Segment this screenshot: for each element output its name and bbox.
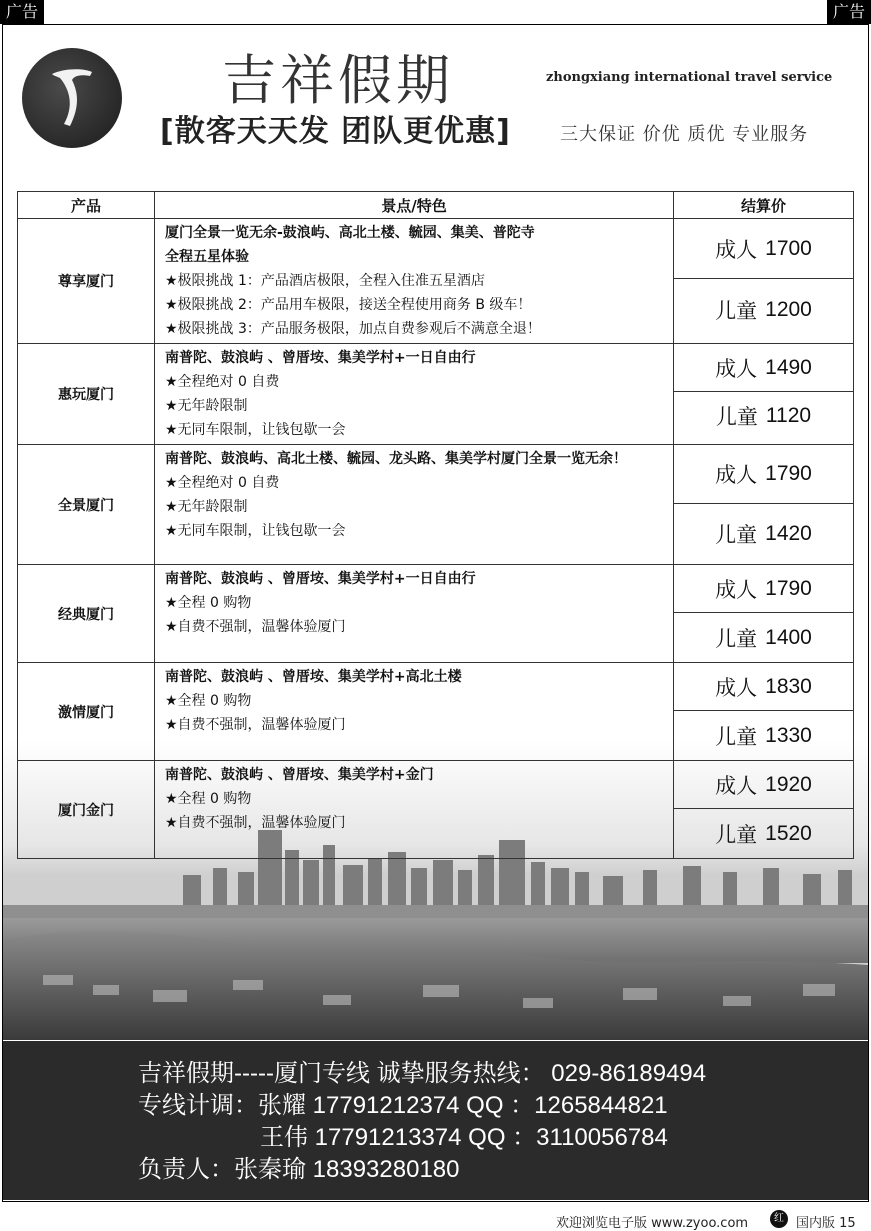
page-number: 国内版 15 <box>796 1216 856 1231</box>
price-cell <box>674 219 854 344</box>
price-cell <box>674 565 854 663</box>
adult-price-label: 成人 <box>715 463 758 487</box>
child-price-label: 儿童 <box>715 523 758 547</box>
product-name: 厦门金门 <box>18 761 155 859</box>
feature-title: 全程五星体验 <box>165 249 249 265</box>
contact-line-2: 王伟 17791213374 QQ ：3110056784 <box>260 1124 668 1151</box>
adult-price-value: 1790 <box>765 462 812 485</box>
feature-item: ★极限挑战 3：产品服务极限，加点自费参观后不满意全退！ <box>165 321 541 337</box>
header-price: 结算价 <box>674 192 854 219</box>
brand-slogan: [散客天天发 团队更优惠] <box>160 114 511 149</box>
product-features <box>155 663 674 761</box>
brand-logo-icon <box>50 66 94 130</box>
feature-item: ★无年龄限制 <box>165 499 248 515</box>
child-price-value: 1120 <box>765 404 812 427</box>
adult-price-label: 成人 <box>715 356 758 381</box>
feature-item: ★自费不强制，温馨体验厦门 <box>165 717 346 733</box>
feature-title: 南普陀、鼓浪屿 、曾厝垵、集美学村+一日自由行 <box>165 571 476 587</box>
adult-price <box>674 761 853 809</box>
feature-title: 厦门全景一览无余-鼓浪屿、高北土楼、毓园、集美、普陀寺 <box>165 225 535 241</box>
feature-item: ★自费不强制，温馨体验厦门 <box>165 619 346 635</box>
table-row <box>18 663 854 761</box>
bottom-bar <box>0 1202 871 1230</box>
child-price <box>674 711 853 760</box>
product-name: 惠玩厦门 <box>18 344 155 445</box>
adult-price <box>674 565 853 613</box>
price-cell <box>674 445 854 565</box>
child-price-label: 儿童 <box>715 626 758 651</box>
feature-item: ★自费不强制，温馨体验厦门 <box>165 815 346 831</box>
ad-label-right: 广告 <box>827 0 871 24</box>
feature-item: ★全程 0 购物 <box>165 791 252 807</box>
feature-title: 南普陀、鼓浪屿 、曾厝垵、集美学村+高北土楼 <box>165 669 462 685</box>
brand-logo <box>22 48 122 148</box>
feature-title: 南普陀、鼓浪屿 、曾厝垵、集美学村+金门 <box>165 767 434 783</box>
child-price-value: 1200 <box>765 297 812 321</box>
ad-label-left: 广告 <box>0 0 44 24</box>
adult-price-value: 1830 <box>765 674 812 698</box>
brand-name: 吉祥假期 <box>222 49 454 112</box>
price-cell <box>674 344 854 445</box>
feature-item: ★无同车限制，让钱包歇一会 <box>165 422 346 438</box>
feature-item: ★全程 0 购物 <box>165 595 252 611</box>
adult-price-value: 1700 <box>765 236 812 260</box>
table-row <box>18 344 854 445</box>
contact-footer <box>3 1041 868 1200</box>
product-name: 激情厦门 <box>18 663 155 761</box>
table-row <box>18 565 854 663</box>
child-price <box>674 279 853 340</box>
price-cell <box>674 761 854 859</box>
product-name: 全景厦门 <box>18 445 155 565</box>
feature-item: ★无同车限制，让钱包歇一会 <box>165 523 346 539</box>
child-price-value: 1520 <box>765 821 812 845</box>
child-price-value: 1420 <box>765 522 812 545</box>
edition-badge: 红 <box>770 1210 788 1228</box>
adult-price-value: 1920 <box>765 772 812 796</box>
adult-price-value: 1790 <box>765 576 812 600</box>
table-header-row <box>18 192 854 219</box>
header-features: 景点/特色 <box>155 192 674 219</box>
adult-price <box>674 219 853 279</box>
table-row <box>18 761 854 859</box>
product-features <box>155 219 674 344</box>
adult-price-label: 成人 <box>715 773 758 798</box>
feature-item: ★极限挑战 1：产品酒店极限，全程入住准五星酒店 <box>165 273 485 289</box>
product-name: 经典厦门 <box>18 565 155 663</box>
price-cell <box>674 663 854 761</box>
table-row <box>18 445 854 565</box>
child-price <box>674 504 853 564</box>
adult-price <box>674 445 853 504</box>
table-row <box>18 219 854 344</box>
adult-price-label: 成人 <box>715 237 758 262</box>
child-price <box>674 613 853 662</box>
feature-item: ★无年龄限制 <box>165 398 248 414</box>
adult-price <box>674 663 853 711</box>
product-features <box>155 344 674 445</box>
adult-price-label: 成人 <box>715 675 758 700</box>
child-price-label: 儿童 <box>715 724 758 749</box>
product-features <box>155 761 674 859</box>
brand-guarantee: 三大保证 价优 质优 专业服务 <box>560 124 809 145</box>
child-price-label: 儿童 <box>715 405 758 429</box>
child-price <box>674 392 853 440</box>
feature-title: 南普陀、鼓浪屿、高北土楼、毓园、龙头路、集美学村厦门全景一览无余！ <box>165 451 627 467</box>
feature-item: ★全程 0 购物 <box>165 693 252 709</box>
feature-item: ★极限挑战 2：产品用车极限，接送全程使用商务 B 级车！ <box>165 297 532 313</box>
brand-english: zhongxiang international travel service <box>546 70 833 85</box>
manager-line: 负责人：张秦瑜 18393280180 <box>138 1156 460 1183</box>
table-body <box>18 219 854 859</box>
child-price-label: 儿童 <box>715 822 758 847</box>
adult-price-label: 成人 <box>715 577 758 602</box>
child-price-value: 1400 <box>765 625 812 649</box>
child-price <box>674 809 853 858</box>
contact-line-1: 专线计调：张耀 17791212374 QQ ：1265844821 <box>138 1092 668 1119</box>
child-price-label: 儿童 <box>715 298 758 323</box>
welcome-text: 欢迎浏览电子版 www.zyoo.com <box>556 1216 749 1231</box>
hotline-line: 吉祥假期-----厦门专线 诚挚服务热线： 029-86189494 <box>138 1060 707 1087</box>
products-table <box>17 191 854 859</box>
product-features <box>155 565 674 663</box>
child-price-value: 1330 <box>765 723 812 747</box>
adult-price-value: 1490 <box>765 355 812 379</box>
feature-title: 南普陀、鼓浪屿 、曾厝垵、集美学村+一日自由行 <box>165 350 476 366</box>
product-name: 尊享厦门 <box>18 219 155 344</box>
adult-price <box>674 344 853 392</box>
product-features <box>155 445 674 565</box>
feature-item: ★全程绝对 0 自费 <box>165 475 280 491</box>
header-product: 产品 <box>18 192 155 219</box>
feature-item: ★全程绝对 0 自费 <box>165 374 280 390</box>
